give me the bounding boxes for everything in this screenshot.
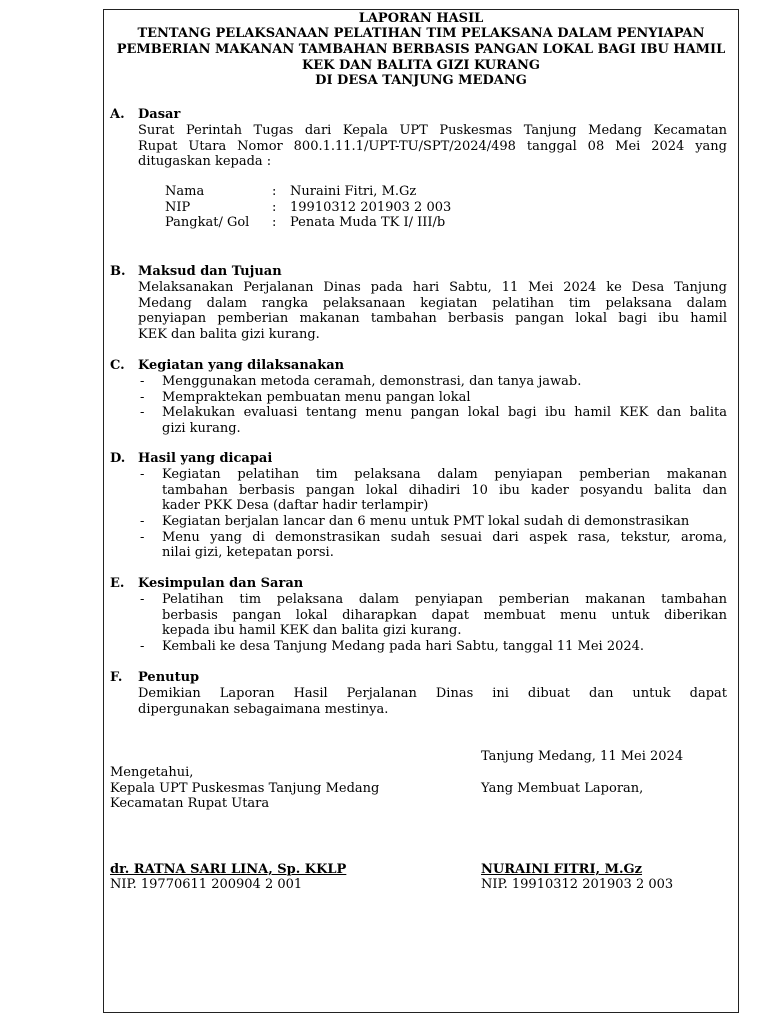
section-a-letter: A. <box>110 107 125 122</box>
section-a-text: Rupat Utara Nomor 800.1.11.1/UPT-TU/SPT/2024/498 tanggal 08 Mei 2024 yang <box>138 139 727 154</box>
list-item: Kegiatan berjalan lancar dan 6 menu untuk PMT lokal sudah di demonstrasikan <box>162 514 690 529</box>
section-f-text: Demikian Laporan Hasil Perjalanan Dinas ini dibuat dan untuk dapat <box>138 686 727 701</box>
list-item: berbasis pangan lokal diharapkan dapat membuat menu untuk diberikan <box>162 608 727 623</box>
list-item: Menggunakan metoda ceramah, demonstrasi, dan tanya jawab. <box>162 374 582 389</box>
bullet-dash: - <box>140 639 145 654</box>
section-f-heading: Penutup <box>138 670 200 685</box>
section-a-text: ditugaskan kepada : <box>138 154 272 169</box>
section-e-letter: E. <box>110 576 125 591</box>
report-title-line-3: PEMBERIAN MAKANAN TAMBAHAN BERBASIS PANGAN LOKAL BAGI IBU HAMIL <box>116 42 726 57</box>
field-separator: : <box>272 215 277 230</box>
report-title-line-5: DI DESA TANJUNG MEDANG <box>315 73 527 88</box>
bullet-dash: - <box>140 592 145 607</box>
maker-nip: NIP. 19910312 201903 2 003 <box>481 877 674 892</box>
list-item: kader PKK Desa (daftar hadir terlampir) <box>162 498 429 513</box>
list-item: Mempraktekan pembuatan menu pangan lokal <box>162 390 471 405</box>
report-title-line-4: KEK DAN BALITA GIZI KURANG <box>302 58 540 73</box>
section-f-text: dipergunakan sebagaimana mestinya. <box>138 702 389 717</box>
section-b-letter: B. <box>110 264 126 279</box>
bullet-dash: - <box>140 467 145 482</box>
section-b-text: Medang dalam rangka pelaksanaan kegiatan pelatihan tim pelaksana dalam <box>138 296 727 311</box>
section-a-text: Surat Perintah Tugas dari Kepala UPT Puskesmas Tanjung Medang Kecamatan <box>138 123 727 138</box>
section-a-heading: Dasar <box>138 107 181 122</box>
section-d-heading: Hasil yang dicapai <box>138 451 273 466</box>
report-title-line-2: TENTANG PELAKSANAAN PELATIHAN TIM PELAKSANA DALAM PENYIAPAN <box>137 26 705 41</box>
acknowledger-district: Kecamatan Rupat Utara <box>110 796 270 811</box>
bullet-dash: - <box>140 390 145 405</box>
list-item: nilai gizi, ketepatan porsi. <box>162 545 334 560</box>
field-separator: : <box>272 200 277 215</box>
list-item: Melakukan evaluasi tentang menu pangan lokal bagi ibu hamil KEK dan balita <box>162 405 727 420</box>
section-b-text: KEK dan balita gizi kurang. <box>138 327 320 342</box>
section-b-heading: Maksud dan Tujuan <box>138 264 282 279</box>
bullet-dash: - <box>140 514 145 529</box>
section-e-heading: Kesimpulan dan Saran <box>138 576 304 591</box>
section-b-text: penyiapan pemberian makanan tambahan berbasis pangan lokal bagi ibu hamil <box>138 311 727 326</box>
list-item: kepada ibu hamil KEK dan balita gizi kurang. <box>162 623 462 638</box>
field-label: NIP <box>165 200 191 215</box>
field-separator: : <box>272 184 277 199</box>
section-c-letter: C. <box>110 358 125 373</box>
acknowledger-nip: NIP. 19770611 200904 2 001 <box>110 877 303 892</box>
field-value-rank: Penata Muda TK I/ III/b <box>290 215 446 230</box>
list-item: Kembali ke desa Tanjung Medang pada hari Sabtu, tanggal 11 Mei 2024. <box>162 639 645 654</box>
list-item: Menu yang di demonstrasikan sudah sesuai dari aspek rasa, tekstur, aroma, <box>162 530 727 545</box>
list-item: gizi kurang. <box>162 421 241 436</box>
acknowledger-name: dr. RATNA SARI LINA, Sp. KKLP <box>110 862 347 877</box>
field-value-name: Nuraini Fitri, M.Gz <box>290 184 417 199</box>
section-c-heading: Kegiatan yang dilaksanakan <box>138 358 345 373</box>
section-d-letter: D. <box>110 451 126 466</box>
list-item: Pelatihan tim pelaksana dalam penyiapan pemberian makanan tambahan <box>162 592 727 607</box>
bullet-dash: - <box>140 530 145 545</box>
list-item: Kegiatan pelatihan tim pelaksana dalam penyiapan pemberian makanan <box>162 467 727 482</box>
acknowledged-label: Mengetahui, <box>110 765 194 780</box>
field-label: Nama <box>165 184 205 199</box>
bullet-dash: - <box>140 405 145 420</box>
list-item: tambahan berbasis pangan lokal dihadiri 10 ibu kader posyandu balita dan <box>162 483 727 498</box>
report-title: LAPORAN HASIL <box>358 11 484 26</box>
section-f-letter: F. <box>110 670 123 685</box>
field-label: Pangkat/ Gol <box>165 215 250 230</box>
field-value-nip: 19910312 201903 2 003 <box>290 200 452 215</box>
report-maker-label: Yang Membuat Laporan, <box>481 781 644 796</box>
maker-name: NURAINI FITRI, M.Gz <box>481 862 643 877</box>
bullet-dash: - <box>140 374 145 389</box>
section-b-text: Melaksanakan Perjalanan Dinas pada hari Sabtu, 11 Mei 2024 ke Desa Tanjung <box>138 280 727 295</box>
place-date: Tanjung Medang, 11 Mei 2024 <box>481 749 684 764</box>
acknowledger-position: Kepala UPT Puskesmas Tanjung Medang <box>110 781 380 796</box>
